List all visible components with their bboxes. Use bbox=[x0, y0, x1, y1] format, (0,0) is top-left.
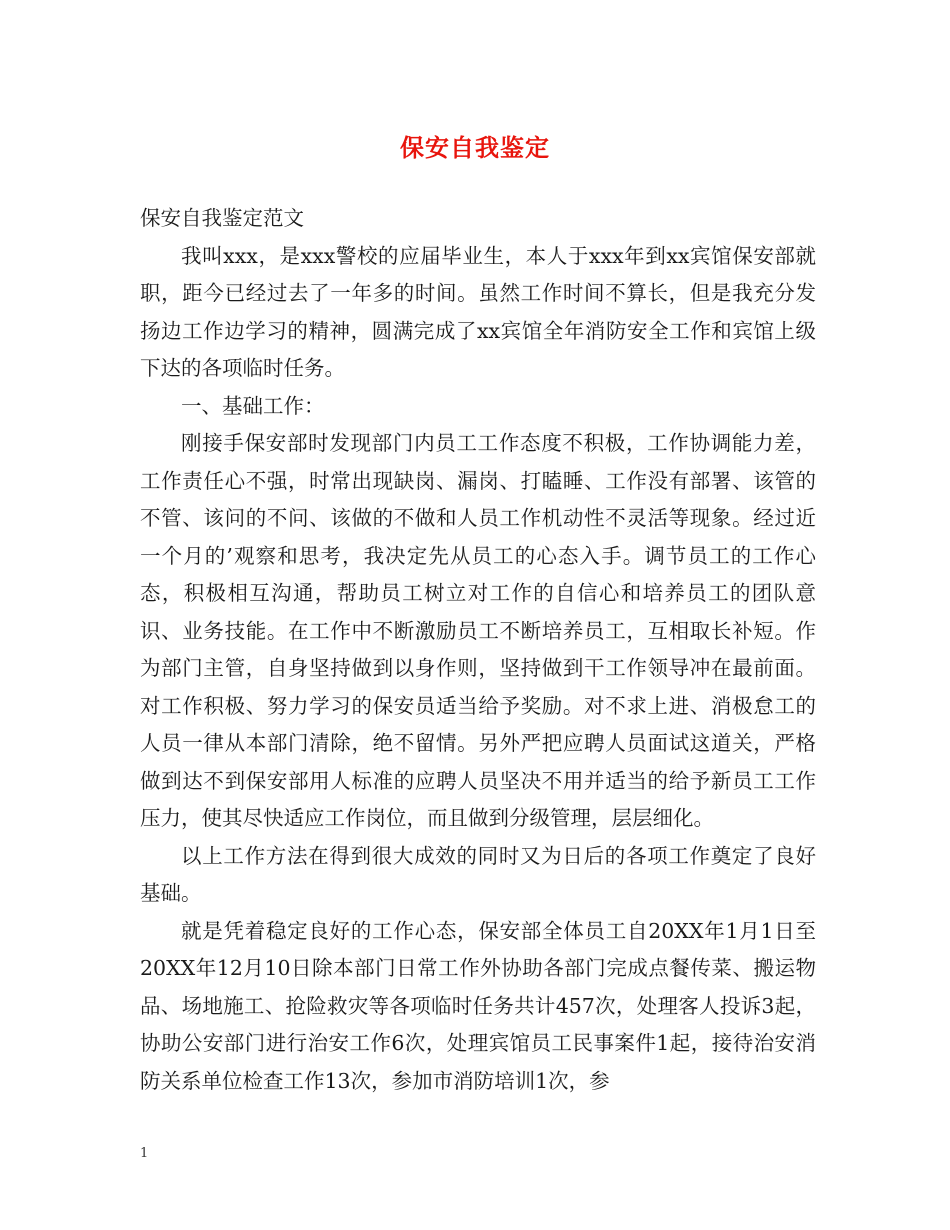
paragraph-results: 以上工作方法在得到很大成效的同时又为日后的各项工作奠定了良好基础。 bbox=[140, 843, 816, 905]
paragraph-intro: 我叫xxx，是xxx警校的应届毕业生，本人于xxx年到xx宾馆保安部就职，距今已经过去了一年多的时间。虽然工作时间不算长，但是我充分发扬边工作边学习的精神，圆满完成了xx宾馆全年消防安全工作和宾馆上级下达的各项临时任务。 bbox=[140, 243, 816, 380]
page-number: 1 bbox=[140, 1146, 149, 1161]
paragraph-basic-work: 刚接手保安部时发现部门内员工工作态度不积极，工作协调能力差，工作责任心不强，时常出现缺岗、漏岗、打瞌睡、工作没有部署、该管的不管、该问的不问、该做的不做和人员工作机动性不灵活等现象。经过近一个月的’观察和思考，我决定先从员工的心态入手。调节员工的工作心态，积极相互沟通，帮助员工树立对工作的自信心和培养员工的团队意识、业务技能。在工作中不断激励员工不断培养员工，互相取长补短。作为部门主管，自身坚持做到以身作则，坚持做到干工作领导冲在最前面。对工作积极、努力学习的保安员适当给予奖励。对不求上进、消极怠工的人员一律从本部门清除，绝不留情。另外严把应聘人员面试这道关，严格做到达不到保安部用人标准的应聘人员坚决不用并适当的给予新员工工作压力，使其尽快适应工作岗位，而且做到分级管理，层层细化。 bbox=[140, 431, 816, 830]
document-title: 保安自我鉴定 bbox=[400, 133, 550, 162]
document-body bbox=[140, 200, 816, 1100]
paragraph-statistics: 就是凭着稳定良好的工作心态，保安部全体员工自20XX年1月1日至20XX年12月10日除本部门日常工作外协助各部门完成点餐传菜、搬运物品、场地施工、抢险救灾等各项临时任务共计457次，处理客人投诉3起，协助公安部门进行治安工作6次，处理宾馆员工民事案件1起，接待治安消防关系单位检查工作13次，参加市消防培训1次，参 bbox=[140, 918, 816, 1093]
document-subtitle: 保安自我鉴定范文 bbox=[140, 206, 304, 230]
section-heading-basic-work: 一、基础工作： bbox=[181, 393, 325, 418]
